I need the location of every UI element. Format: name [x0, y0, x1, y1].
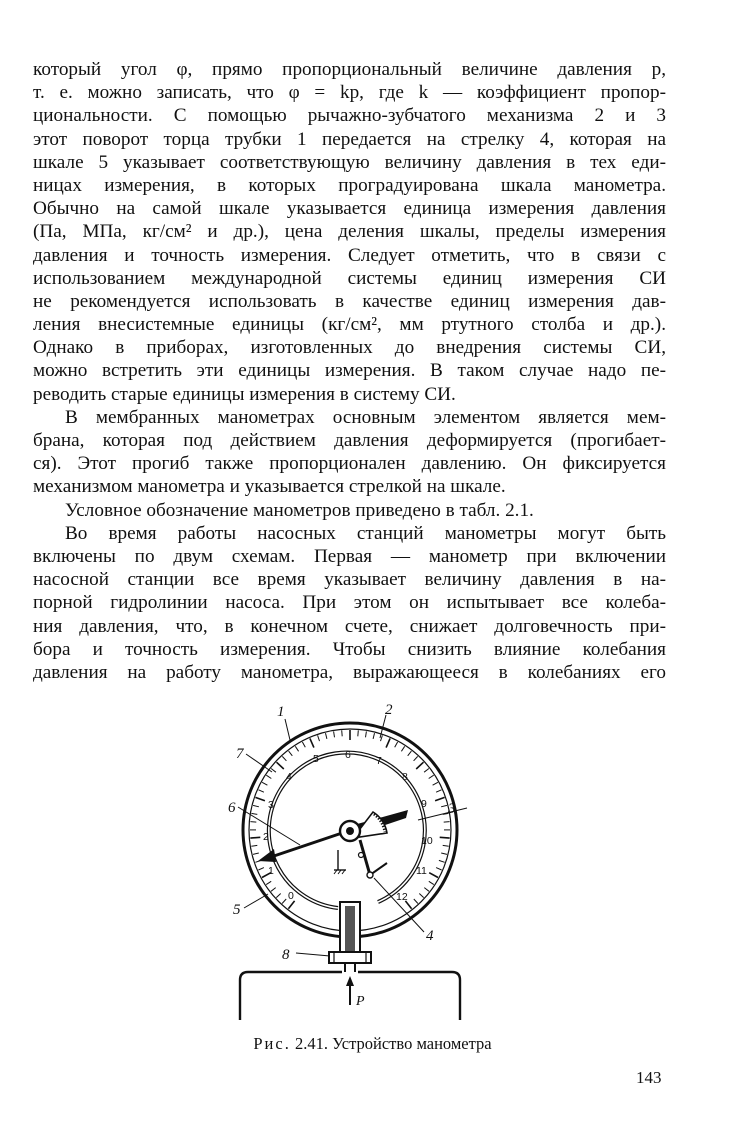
caption-number: 2.41.: [294, 1034, 328, 1053]
scale-minor-tick: [251, 813, 257, 814]
text-line: реводить старые единицы измерения в систему СИ.: [33, 383, 456, 405]
text-line: включены по двум схемам. Первая — манометр при включении: [33, 545, 666, 567]
callout-label: 3: [448, 801, 456, 817]
scale-minor-tick: [366, 731, 367, 737]
scale-minor-tick: [439, 860, 445, 862]
scale-minor-tick: [251, 845, 257, 846]
scale-minor-tick: [259, 790, 264, 792]
scale-minor-tick: [289, 751, 293, 756]
scale-minor-tick: [414, 756, 418, 760]
scale-minor-tick: [429, 881, 434, 884]
scale-number: 11: [416, 865, 427, 877]
fitting-nut: [329, 952, 371, 963]
callout-label: 7: [236, 746, 244, 762]
scale-minor-tick: [436, 790, 441, 792]
caption-prefix: Рис.: [253, 1034, 291, 1053]
callout-label: 2: [385, 702, 393, 718]
pointer-needle: [268, 831, 348, 858]
scale-minor-tick: [266, 881, 271, 884]
scale-minor-tick: [441, 805, 447, 806]
scale-minor-tick: [444, 822, 450, 823]
text-line: шкале 5 указывает соответствующую величину давления в тех еди-: [33, 151, 666, 173]
scale-minor-tick: [250, 822, 256, 823]
scale-minor-tick: [395, 742, 398, 747]
text-line: ления внесистемные единицы (кг/см², мм ртутного столба и др.).: [33, 314, 666, 336]
scale-number: 3: [268, 799, 274, 811]
scale-minor-tick: [373, 733, 374, 739]
scale-minor-tick: [326, 733, 327, 739]
scale-minor-tick: [276, 894, 280, 898]
scale-major-tick: [440, 837, 450, 838]
text-line: можно встретить эти единицы измерения. В таком случае надо пе-: [33, 360, 666, 382]
scale-number: 6: [345, 749, 351, 761]
manometer-diagram: [230, 700, 460, 1020]
text-line: этот поворот торца трубки 1 передается на стрелку 4, которая на: [33, 128, 666, 150]
sector-pivot: [359, 853, 364, 858]
text-line: который угол φ, прямо пропорциональный величине давления p,: [33, 59, 666, 80]
scale-minor-tick: [271, 888, 276, 892]
scale-minor-tick: [436, 868, 442, 870]
text-line: использованием международной системы единиц измерения СИ: [33, 267, 666, 289]
scale-number: 10: [421, 835, 433, 847]
scale-minor-tick: [414, 899, 418, 904]
lever-pivot: [367, 872, 373, 878]
scale-major-tick: [255, 797, 265, 800]
text-line: Во время работы насосных станций манометры могут быть: [65, 522, 666, 544]
scale-minor-tick: [424, 888, 429, 892]
text-line: Однако в приборах, изготовленных до внедрения системы СИ,: [33, 337, 666, 359]
pipe-left: [240, 972, 342, 1020]
callout-label: 1: [277, 704, 285, 720]
text-line: бора и точность измерения. Чтобы снизить влияние колебания: [33, 638, 666, 660]
pressure-label: P: [356, 994, 365, 1009]
scale-major-tick: [429, 873, 438, 878]
scale-minor-tick: [253, 805, 259, 806]
caption-text: Устройство манометра: [332, 1034, 492, 1053]
scale-minor-tick: [295, 746, 298, 751]
scale-major-tick: [277, 762, 284, 769]
scale-major-tick: [386, 738, 390, 747]
text-line: порной гидролинии насоса. При этом он испытывает все колеба-: [33, 592, 666, 614]
text-line: не рекомендуется использовать в качестве единиц измерения дав-: [33, 290, 666, 312]
scale-minor-tick: [419, 894, 423, 898]
text-line: В мембранных манометрах основным элементом является мем-: [65, 406, 666, 428]
text-line: брана, которая под действием давления деформируется (прогибает-: [33, 430, 666, 451]
text-line: Обычно на самой шкале указывается единица измерения давления: [33, 198, 666, 220]
scale-minor-tick: [408, 751, 412, 756]
text-line: механизмом манометра и указывается стрелкой на шкале.: [33, 476, 506, 498]
scale-number: 0: [288, 890, 294, 902]
leader-line-1: [285, 719, 290, 740]
scale-number: 7: [376, 755, 382, 767]
callout-label: 4: [426, 928, 434, 944]
scale-major-tick: [250, 837, 260, 838]
leader-line-5: [244, 894, 268, 908]
scale-minor-tick: [342, 730, 343, 736]
scale-number: 8: [402, 771, 408, 783]
text-line: давления и точность измерения. Следует отметить, что в связи с: [33, 244, 666, 266]
scale-minor-tick: [429, 775, 434, 778]
figure-caption: [0, 1034, 745, 1054]
scale-minor-tick: [282, 756, 286, 760]
scale-number: 12: [396, 891, 408, 903]
callout-label: 8: [282, 947, 290, 963]
scale-minor-tick: [318, 735, 320, 741]
manometer-figure: [230, 700, 460, 1020]
scale-minor-tick: [282, 899, 286, 904]
scale-minor-tick: [266, 775, 271, 778]
scale-major-tick: [416, 762, 423, 769]
pressure-arrowhead: [346, 976, 354, 986]
pipe-right: [358, 972, 460, 1020]
text-line: ся). Этот прогиб также пропорционален давлению. Он фиксируется: [33, 453, 666, 475]
text-line: Условное обозначение манометров приведено в табл. 2.1.: [65, 499, 534, 521]
scale-minor-tick: [433, 782, 438, 785]
scale-minor-tick: [334, 731, 335, 737]
scale-number: 1: [268, 865, 274, 877]
scale-minor-tick: [253, 853, 259, 854]
scale-minor-tick: [401, 746, 404, 751]
scale-minor-tick: [258, 868, 264, 870]
text-line: ницах измерения, в которых проградуирована шкала манометра.: [33, 174, 666, 196]
callout-label: 5: [233, 902, 241, 918]
socket-channel: [345, 906, 355, 952]
scale-major-tick: [288, 901, 294, 909]
text-line: давления на работу манометра, выражающееся в колебаниях его: [33, 661, 666, 683]
leader-line-8: [296, 953, 330, 956]
scale-number: 9: [421, 798, 427, 810]
scale-minor-tick: [424, 769, 429, 773]
pointer-hub-center: [346, 827, 354, 835]
scale-number: 4: [286, 771, 292, 783]
text-line: ния давления, что, в конечном счете, снижает долговечность при-: [33, 615, 666, 637]
scale-minor-tick: [443, 845, 449, 846]
scale-minor-tick: [358, 730, 359, 736]
scale-major-tick: [435, 797, 445, 800]
pointer-arrowhead: [258, 849, 276, 862]
scale-minor-tick: [302, 742, 305, 747]
text-line: (Па, МПа, кг/см² и др.), цена деления шкалы, пределы измерения: [33, 221, 666, 243]
scale-minor-tick: [441, 853, 447, 854]
page-number: 143: [636, 1068, 662, 1087]
text-line: циональности. С помощью рычажно-зубчатого механизма 2 и 3: [33, 105, 666, 127]
callout-label: 6: [228, 800, 236, 816]
scale-major-tick: [310, 738, 314, 747]
body-text: [33, 58, 666, 684]
scale-number: 5: [313, 753, 319, 765]
scale-minor-tick: [262, 782, 267, 785]
scale-number: 2: [263, 831, 269, 843]
text-line: насосной станции все время указывает величину давления в на-: [33, 569, 666, 591]
text-line: т. е. можно записать, что φ = kp, где k — коэффициент пропор-: [33, 82, 666, 104]
